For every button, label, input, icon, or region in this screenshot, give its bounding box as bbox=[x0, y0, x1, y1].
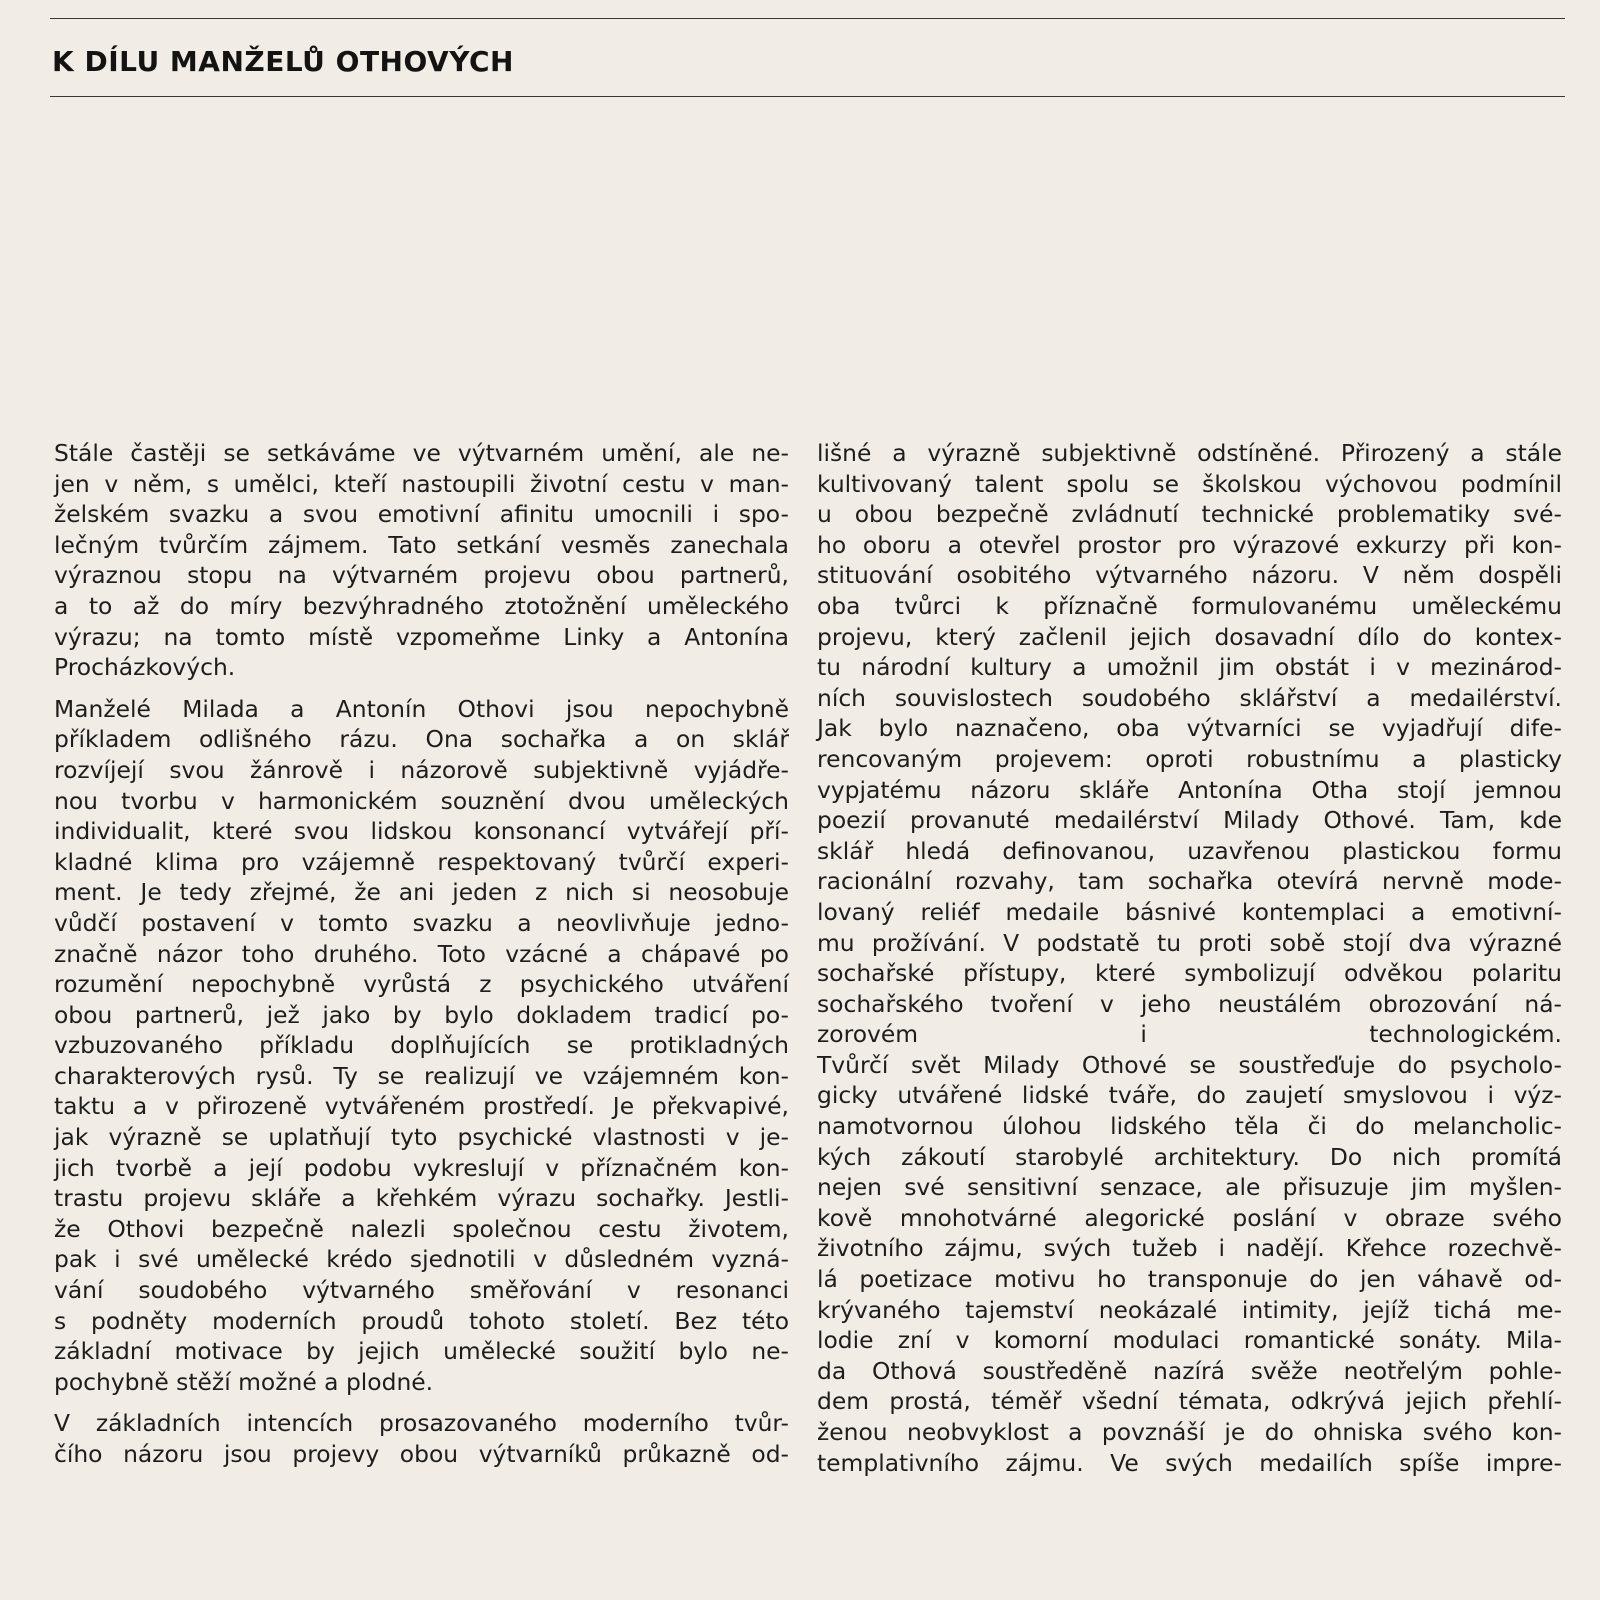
text-line: výrazu; na tomto místě vzpomeňme Linky a Antonína bbox=[54, 622, 789, 651]
text-line: kultivovaný talent spolu se školskou výchovou podmínil bbox=[817, 469, 1562, 498]
text-line: s podněty moderních proudů tohoto století. Bez této bbox=[54, 1306, 789, 1335]
text-line: ho oboru a otevřel prostor pro výrazové exkurzy při kon- bbox=[817, 530, 1562, 559]
text-line: Tvůrčí svět Milady Othové se soustřeďuje do psycholo- bbox=[817, 1050, 1562, 1079]
text-line: tu národní kultury a umožnil jim obstát i v mezinárod- bbox=[817, 653, 1562, 682]
text-line: pochybně stěží možné a plodné. bbox=[54, 1367, 434, 1396]
text-line: sochařského tvoření v jeho neustálém obrozování ná- bbox=[817, 989, 1562, 1018]
text-line: ženou neobvyklost a povznáší je do ohniska svého kon- bbox=[817, 1418, 1562, 1446]
text-line: lovaný reliéf medaile básnivé kontemplaci a emotivní- bbox=[817, 897, 1562, 926]
text-line: namotvornou úlohou lidského těla či do melancholic- bbox=[817, 1112, 1562, 1141]
text-line: sochařské přístupy, které symbolizují odvěkou polaritu bbox=[817, 959, 1562, 988]
text-line: životního zájmu, svých tužeb i nadějí. Křehce rozechvě- bbox=[817, 1234, 1562, 1263]
paragraph bbox=[817, 438, 1562, 1478]
text-line: pak i své umělecké krédo sjednotili v důsledném vyzná- bbox=[54, 1245, 789, 1274]
text-line: čího názoru jsou projevy obou výtvarníků průkazně od- bbox=[54, 1440, 789, 1468]
text-line: oba tvůrci k příznačně formulovanému uměleckému bbox=[817, 591, 1562, 620]
text-line: nejen své sensitivní senzace, ale přisuzuje jim myšlen- bbox=[817, 1173, 1562, 1202]
text-line: lá poetizace motivu ho transponuje do jen váhavě od- bbox=[817, 1265, 1562, 1294]
text-line: a to až do míry bezvýhradného ztotožnění uměleckého bbox=[54, 591, 789, 620]
paragraph-gap bbox=[54, 1397, 789, 1408]
text-line: kladné klima pro vzájemně respektovaný tvůrčí experi- bbox=[54, 847, 789, 876]
text-line: značně názor toho druhého. Toto vzácné a chápavé po bbox=[54, 939, 789, 968]
text-line: racionální rozvahy, tam sochařka otevírá nervně mode- bbox=[817, 867, 1562, 896]
text-line: charakterových rysů. Ty se realizují ve vzájemném kon- bbox=[54, 1061, 789, 1090]
paragraph-gap bbox=[54, 683, 789, 694]
paragraph bbox=[54, 694, 789, 1398]
text-line: projevu, který začlenil jejich dosavadní dílo do kontex- bbox=[817, 622, 1562, 651]
text-line: příkladem odlišného rázu. Ona sochařka a on sklář bbox=[54, 725, 789, 754]
text-line: jich tvorbě a její podobu vykreslují v příznačném kon- bbox=[54, 1153, 789, 1182]
text-line: lečným tvůrčím zájmem. Tato setkání vesměs zanechala bbox=[54, 530, 789, 559]
text-line: zorovém i technologickém. bbox=[817, 1020, 1562, 1049]
title-underline-rule bbox=[50, 96, 1565, 97]
text-line: vání soudobého výtvarného směřování v resonanci bbox=[54, 1276, 789, 1305]
text-line: lodie zní v komorní modulaci romantické sonáty. Mila- bbox=[817, 1326, 1562, 1355]
paragraph bbox=[54, 438, 789, 683]
text-line: obou partnerů, jež jako by bylo dokladem tradicí po- bbox=[54, 1000, 789, 1029]
article-title: K DÍLU MANŽELŮ OTHOVÝCH bbox=[52, 45, 514, 78]
top-rule bbox=[50, 18, 1565, 19]
text-line: vzbuzovaného příkladu doplňujících se protikladných bbox=[54, 1031, 789, 1060]
text-line: trastu projevu skláře a křehkém výrazu sochařky. Jestli- bbox=[54, 1184, 789, 1213]
text-line: poezií provanuté medailérství Milady Othové. Tam, kde bbox=[817, 806, 1562, 835]
text-line: jen v něm, s umělci, kteří nastoupili životní cestu v man- bbox=[54, 469, 789, 498]
text-line: taktu a v přirozeně vytvářeném prostředí. Je překvapivé, bbox=[54, 1092, 789, 1121]
text-line: dem prostá, téměř všední témata, odkrývá jejich přehlí- bbox=[817, 1387, 1562, 1416]
text-line: rozvíjejí svou žánrově i názorově subjektivně vyjádře- bbox=[54, 755, 789, 784]
text-line: templativního zájmu. Ve svých medailích spíše impre- bbox=[817, 1448, 1562, 1477]
text-line: rencovaným projevem: oproti robustnímu a plasticky bbox=[817, 744, 1562, 773]
text-line: ment. Je tedy zřejmé, že ani jeden z nich si neosobuje bbox=[54, 878, 789, 907]
text-line: ních souvislostech soudobého sklářství a medailérství. bbox=[817, 683, 1562, 712]
text-line: V základních intencích prosazovaného moderního tvůr- bbox=[54, 1409, 789, 1438]
text-line: da Othová soustředěně nazírá svěže neotřelým pohle- bbox=[817, 1356, 1562, 1385]
text-line: u obou bezpečně zvládnutí technické problematiky své- bbox=[817, 500, 1562, 529]
text-line: Stále častěji se setkáváme ve výtvarném umění, ale ne- bbox=[54, 439, 789, 467]
text-line: vůdčí postavení v tomto svazku a neovlivňuje jedno- bbox=[54, 908, 789, 937]
text-line: základní motivace by jejich umělecké soužití bylo ne- bbox=[54, 1337, 789, 1366]
text-line: mu prožívání. V podstatě tu proti sobě stojí dva výrazné bbox=[817, 928, 1562, 957]
text-line: stituování osobitého výtvarného názoru. V něm dospěli bbox=[817, 561, 1562, 590]
text-line: individualit, které svou lidskou konsonancí vytvářejí pří- bbox=[54, 817, 789, 846]
paragraph bbox=[54, 1408, 789, 1469]
text-line: nou tvorbu v harmonickém souznění dvou uměleckých bbox=[54, 786, 789, 815]
text-line: vypjatému názoru skláře Antonína Otha stojí jemnou bbox=[817, 775, 1562, 804]
text-line: Procházkových. bbox=[54, 653, 236, 682]
text-line: Jak bylo naznačeno, oba výtvarníci se vyjadřují dife- bbox=[817, 714, 1562, 743]
left-column bbox=[54, 438, 789, 1470]
text-line: rozumění nepochybně vyrůstá z psychického utváření bbox=[54, 970, 789, 999]
text-line: výraznou stopu na výtvarném projevu obou partnerů, bbox=[54, 561, 789, 590]
text-line: jak výrazně se uplatňují tyto psychické vlastnosti v je- bbox=[54, 1123, 789, 1152]
text-line: kově mnohotvárné alegorické poslání v obraze svého bbox=[817, 1203, 1562, 1232]
text-line: krývaného tajemství neokázalé intimity, jejíž tichá me- bbox=[817, 1295, 1562, 1324]
text-line: kých zákoutí starobylé architektury. Do nich promítá bbox=[817, 1142, 1562, 1171]
text-line: gicky utvářené lidské tváře, do zaujetí smyslovou i výz- bbox=[817, 1081, 1562, 1110]
text-line: že Othovi bezpečně nalezli společnou cestu životem, bbox=[54, 1214, 789, 1243]
text-line: Manželé Milada a Antonín Othovi jsou nepochybně bbox=[54, 694, 789, 723]
text-line: sklář hledá definovanou, uzavřenou plastickou formu bbox=[817, 836, 1562, 865]
text-line: lišné a výrazně subjektivně odstíněné. Přirozený a stále bbox=[817, 439, 1562, 467]
text-line: želském svazku a svou emotivní afinitu umocnili i spo- bbox=[54, 500, 789, 529]
right-column bbox=[817, 438, 1562, 1478]
